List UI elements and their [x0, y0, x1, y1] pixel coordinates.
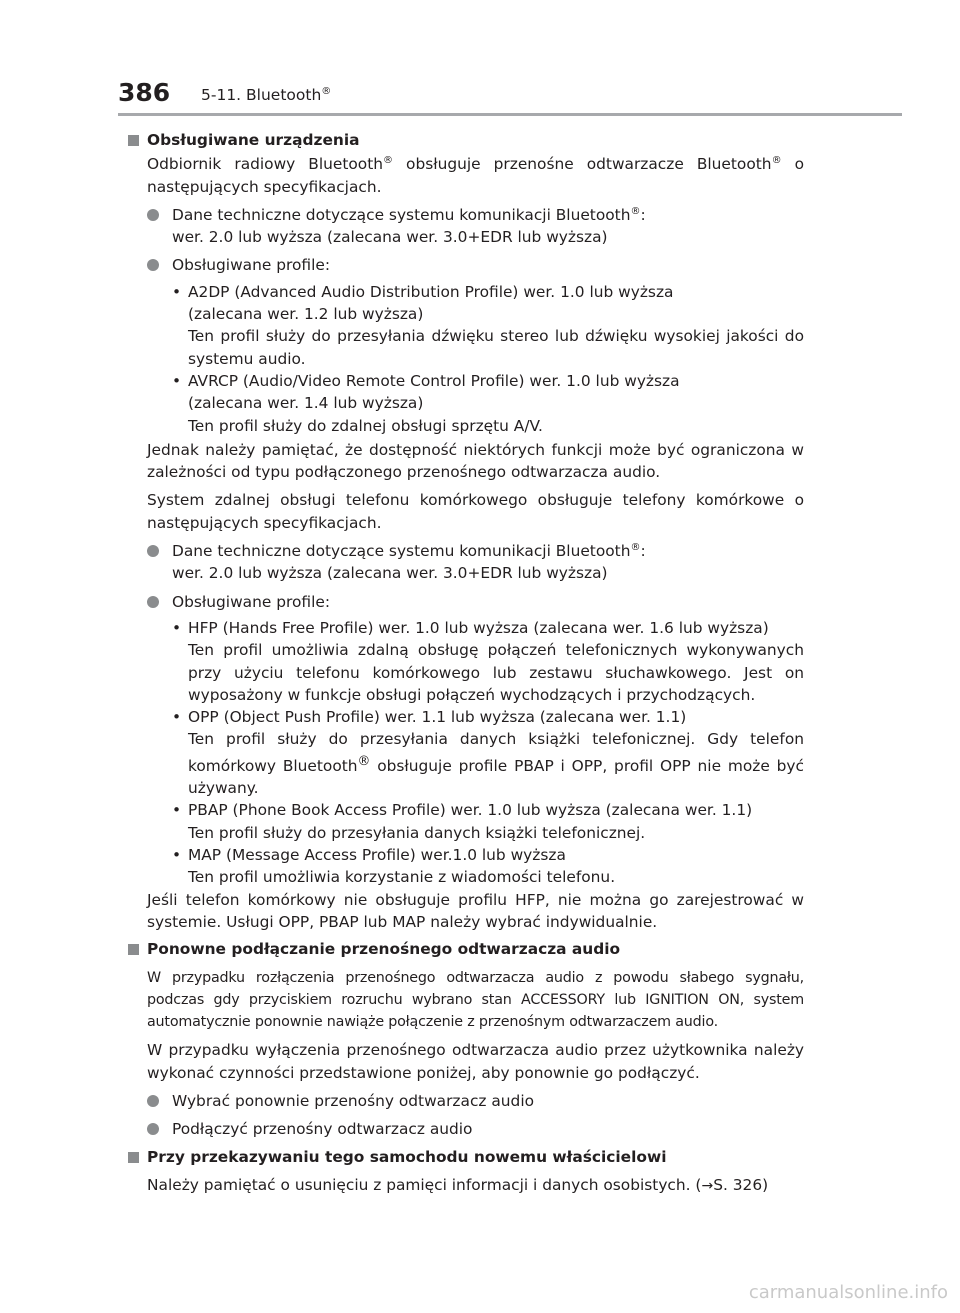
profile-item-map: • MAP (Message Access Profile) wer.1.0 lub wyższa Ten profil umożliwia korzystanie z wiadomości telefonu. [172, 846, 616, 887]
watermark: carmanualsonline.info [748, 1282, 948, 1303]
paragraph: Jeśli telefon komórkowy nie obsługuje profilu HFP, nie można go zarejestrować w systemie. Usługi OPP, PBAP lub MAP należy wybrać indywidualnie. [147, 890, 804, 931]
square-bullet-icon [128, 1152, 139, 1163]
profile-item-avrcp: • AVRCP (Audio/Video Remote Control Profile) wer. 1.0 lub wyższa (zalecana wer. 1.4 lub wyższa) Ten profil służy do zdalnej obsługi sprzętu A/V. [172, 371, 680, 435]
bullet-item: Obsługiwane profile: [128, 254, 804, 276]
bullet-item: Wybrać ponownie przenośny odtwarzacz audio [128, 1090, 804, 1112]
bullet-item: Podłączyć przenośny odtwarzacz audio [128, 1118, 804, 1140]
chapter-title: 5-11. Bluetooth® [201, 86, 332, 105]
round-bullet-icon [147, 1123, 159, 1135]
arrow-right-icon: → [701, 1177, 714, 1194]
round-bullet-icon [147, 1095, 159, 1107]
round-bullet-icon [147, 209, 159, 221]
paragraph: Jednak należy pamiętać, że dostępność niektórych funkcji może być ograniczona w zależności od typu podłączonego przenośnego odtwarzacza audio. [147, 440, 804, 482]
bullet-item: Dane techniczne dotyczące systemu komunikacji Bluetooth®: wer. 2.0 lub wyższa (zalecana wer. 3.0+EDR lub wyższa) [128, 540, 804, 585]
round-bullet-icon [147, 545, 159, 557]
section-title-supported-devices: Obsługiwane urządzenia [128, 129, 804, 151]
profile-item-hfp: • HFP (Hands Free Profile) wer. 1.0 lub wyższa (zalecana wer. 1.6 lub wyższa) Ten profil umożliwia zdalną obsługę połączeń telefonicznych wykonywanych przy użyciu telefonu komórkowego lub zestawu słuchawkowego. Jest on wyposażony w funkcje obsługi połączeń wychodzących i przychodzących. [172, 618, 804, 704]
paragraph: Należy pamiętać o usunięciu z pamięci informacji i danych osobistych. (→S. 326) [147, 1175, 769, 1194]
bullet-item: Obsługiwane profile: [128, 591, 804, 613]
page-header [0, 0, 960, 120]
bullet-item: Dane techniczne dotyczące systemu komunikacji Bluetooth®: wer. 2.0 lub wyższa (zalecana wer. 3.0+EDR lub wyższa) [128, 204, 804, 249]
paragraph: W przypadku rozłączenia przenośnego odtwarzacza audio z powodu słabego sygnału, podczas gdy przyciskiem rozruchu wybrano stan ACCESSORY lub IGNITION ON, system automatycznie ponownie nawiąże połączenie z przenośnym odtwarzaczem audio. [147, 969, 804, 1031]
square-bullet-icon [128, 135, 139, 146]
paragraph: Odbiornik radiowy Bluetooth® obsługuje przenośne odtwarzacze Bluetooth® o następujących specyfikacjach. [147, 155, 804, 196]
profile-item-a2dp: • A2DP (Advanced Audio Distribution Profile) wer. 1.0 lub wyższa (zalecana wer. 1.2 lub wyższa) Ten profil służy do przesyłania dźwięku stereo lub dźwięku wysokiej jakości do systemu audio. [172, 282, 804, 368]
page-number: 386 [118, 78, 171, 107]
profile-item-opp: • OPP (Object Push Profile) wer. 1.1 lub wyższa (zalecana wer. 1.1) Ten profil służy do przesyłania danych książki telefonicznej. Gdy telefon komórkowy Bluetooth® obsługuje profile PBAP i OPP, profil OPP nie może być używany. [172, 708, 804, 798]
header-rule [118, 113, 902, 116]
page-reference-link[interactable]: S. 326) [713, 1175, 769, 1194]
round-bullet-icon [147, 596, 159, 608]
page-content [128, 127, 804, 1197]
profile-item-pbap: • PBAP (Phone Book Access Profile) wer. 1.0 lub wyższa (zalecana wer. 1.1) Ten profil służy do przesyłania danych książki telefonicznej. [172, 801, 753, 842]
section-title-new-owner: Przy przekazywaniu tego samochodu nowemu właścicielowi [128, 1146, 804, 1168]
paragraph: W przypadku wyłączenia przenośnego odtwarzacza audio przez użytkownika należy wykonać czynności przedstawione poniżej, aby ponownie go podłączyć. [147, 1041, 804, 1082]
paragraph: System zdalnej obsługi telefonu komórkowego obsługuje telefony komórkowe o następujących specyfikacjach. [147, 491, 804, 532]
section-title-reconnect: Ponowne podłączanie przenośnego odtwarzacza audio [128, 938, 804, 960]
round-bullet-icon [147, 259, 159, 271]
square-bullet-icon [128, 944, 139, 955]
